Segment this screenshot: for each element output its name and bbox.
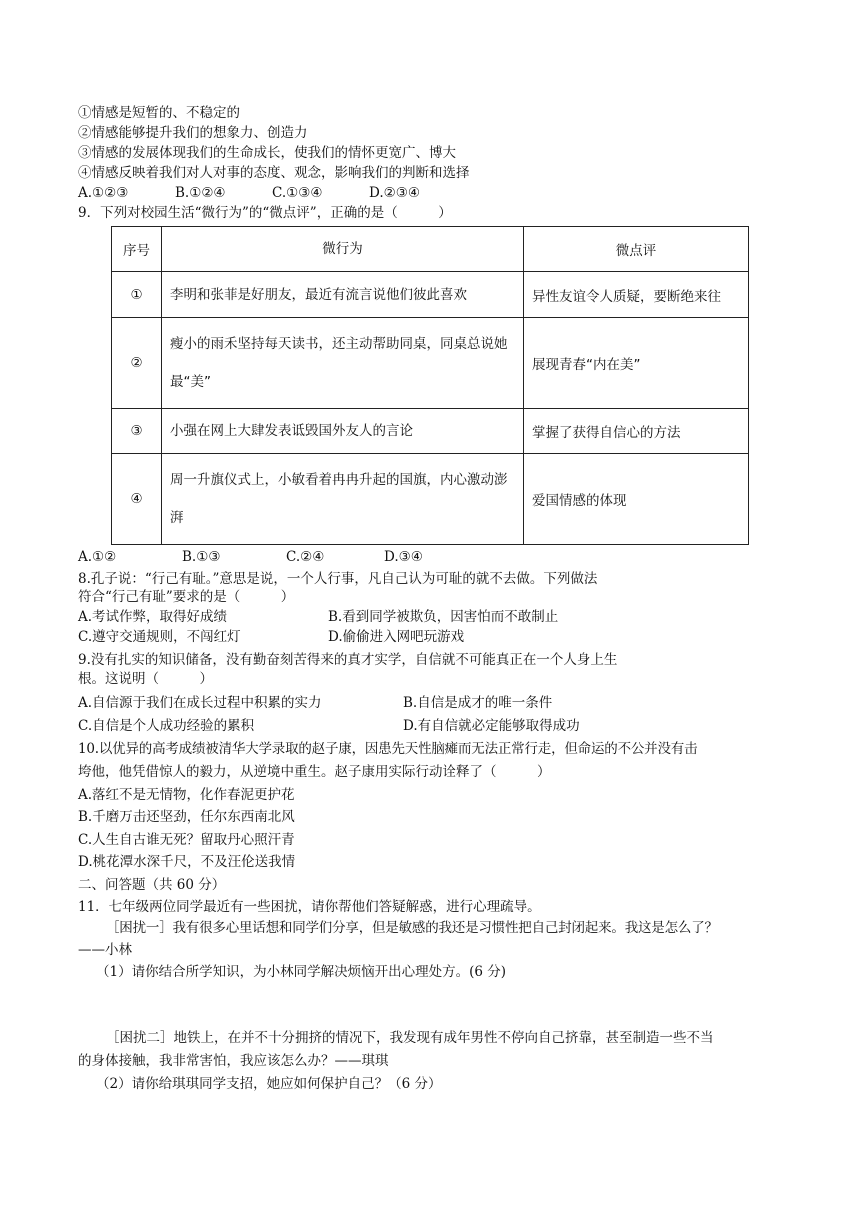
section-heading: 二、问答题（共 60 分） <box>78 877 226 893</box>
table-header-row <box>112 227 749 272</box>
q9b-option-d: D.有自信就必定能够取得成功 <box>403 718 580 734</box>
table-row <box>112 272 749 318</box>
q9-options <box>78 548 423 566</box>
row-no: ① <box>112 272 162 318</box>
row-comment: 爱国情感的体现 <box>524 454 749 545</box>
statement-4: ④情感反映着我们对人对事的态度、观念，影响我们的判断和选择 <box>78 165 470 181</box>
q11-stem: 11．七年级两位同学最近有一些困扰，请你帮他们答疑解惑，进行心理疏导。 <box>78 899 541 915</box>
q8b-option-d: D.偷偷进入网吧玩游戏 <box>328 629 465 645</box>
option-c: C.②④ <box>286 549 325 565</box>
q8b-option-b: B.看到同学被欺负，因害怕而不敢制止 <box>328 609 559 625</box>
header-act: 微行为 <box>162 227 524 272</box>
q8b-option-a: A.考试作弊，取得好成绩 <box>78 609 228 625</box>
q11-trouble-2-line-1: ［困扰二］地铁上，在并不十分拥挤的情况下，我发现有成年男性不停向自己挤靠，甚至制造一些不当 <box>106 1030 714 1046</box>
header-no: 序号 <box>112 227 162 272</box>
q11-question-2: （2）请你给琪琪同学支招，她应如何保护自己？（6 分） <box>96 1076 442 1092</box>
option-a: A.①②③ <box>78 185 129 201</box>
row-act: 瘦小的雨禾坚持每天读书，还主动帮助同桌，同桌总说她最“美” <box>162 318 524 409</box>
table-row <box>112 454 749 545</box>
row-no: ③ <box>112 409 162 454</box>
option-a: A.①② <box>78 549 117 565</box>
q9b-stem-line-2: 根。这说明（ ） <box>78 671 213 687</box>
option-d: D.②③④ <box>369 185 420 201</box>
header-comment: 微点评 <box>524 227 749 272</box>
q10-stem-line-1: 10.以优异的高考成绩被清华大学录取的赵子康，因患先天性脑瘫而无法正常行走，但命运的不公并没有击 <box>78 741 698 757</box>
row-act: 周一升旗仪式上，小敏看着冉冉升起的国旗，内心激动澎湃 <box>162 454 524 545</box>
q9b-option-a: A.自信源于我们在成长过程中积累的实力 <box>78 695 322 711</box>
row-act: 李明和张菲是好朋友，最近有流言说他们彼此喜欢 <box>162 272 524 318</box>
row-no: ④ <box>112 454 162 545</box>
q8b-stem-line-2: 符合“行己有耻”要求的是（ ） <box>78 589 295 605</box>
q8a-options <box>78 184 420 202</box>
statement-2: ②情感能够提升我们的想象力、创造力 <box>78 125 308 141</box>
q11-trouble-1-line-1: ［困扰一］我有很多心里话想和同学们分享，但是敏感的我还是习惯性把自己封闭起来。我这是怎么了？ <box>106 920 718 936</box>
q10-option-d: D.桃花潭水深千尺，不及汪伦送我情 <box>78 854 296 870</box>
q9b-option-c: C.自信是个人成功经验的累积 <box>78 718 255 734</box>
q8b-option-c: C.遵守交通规则，不闯红灯 <box>78 629 241 645</box>
q10-option-b: B.千磨万击还坚劲，任尔东西南北风 <box>78 809 295 825</box>
statement-3: ③情感的发展体现我们的生命成长，使我们的情怀更宽广、博大 <box>78 145 456 161</box>
q10-option-c: C.人生自古谁无死？留取丹心照汗青 <box>78 832 295 848</box>
option-d: D.③④ <box>384 549 423 565</box>
table-row <box>112 409 749 454</box>
row-no: ② <box>112 318 162 409</box>
q10-stem-line-2: 垮他，他凭借惊人的毅力，从逆境中重生。赵子康用实际行动诠释了（ ） <box>78 764 551 780</box>
option-b: B.①③ <box>182 549 221 565</box>
row-act: 小强在网上大肆发表诋毁国外友人的言论 <box>162 409 524 454</box>
q9b-stem-line-1: 9.没有扎实的知识储备，没有勤奋刻苦得来的真才实学，自信就不可能真正在一个人身上生 <box>78 652 618 668</box>
option-b: B.①②④ <box>175 185 226 201</box>
micro-behavior-table <box>111 226 749 545</box>
option-c: C.①③④ <box>272 185 323 201</box>
q11-trouble-2-line-2: 的身体接触，我非常害怕，我应该怎么办？——琪琪 <box>78 1053 389 1069</box>
q9-stem: 9．下列对校园生活“微行为”的“微点评”，正确的是（ ） <box>78 205 452 221</box>
q9b-option-b: B.自信是成才的唯一条件 <box>403 695 553 711</box>
row-comment: 异性友谊令人质疑，要断绝来往 <box>524 272 749 318</box>
q11-question-1: （1）请你结合所学知识，为小林同学解决烦恼开出心理处方。(6 分) <box>96 964 507 980</box>
q10-option-a: A.落红不是无情物，化作春泥更护花 <box>78 787 295 803</box>
table-row <box>112 318 749 409</box>
q8b-stem-line-1: 8.孔子说：“行己有耻。”意思是说，一个人行事，凡自己认为可耻的就不去做。下列做法 <box>78 571 598 587</box>
row-comment: 展现青春“内在美” <box>524 318 749 409</box>
q11-trouble-1-line-2: ——小林 <box>78 942 132 958</box>
statement-1: ①情感是短暂的、不稳定的 <box>78 105 240 121</box>
row-comment: 掌握了获得自信心的方法 <box>524 409 749 454</box>
